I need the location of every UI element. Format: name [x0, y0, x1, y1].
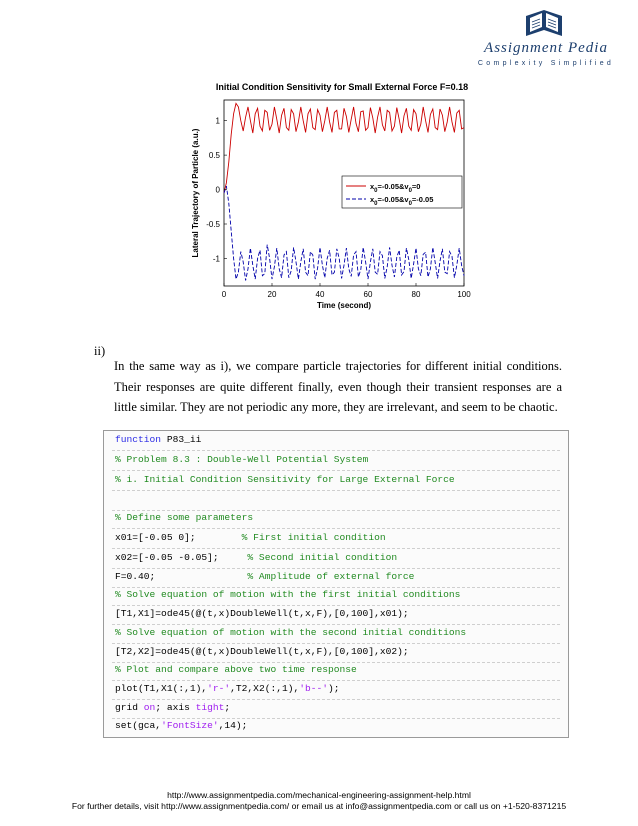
code-text: F=0.40; — [115, 571, 248, 582]
section-label: ii) — [94, 344, 106, 358]
code-text: [T2,X2]=ode45(@(t,x)DoubleWell(t,x,F),[0,100],x02); — [115, 646, 409, 657]
y-tick-label: 0.5 — [208, 151, 220, 161]
code-keyword: function — [115, 434, 162, 445]
code-string: 'r-' — [207, 683, 231, 694]
code-line — [115, 549, 397, 567]
chart-xlabel: Time (second) — [316, 301, 372, 310]
brand-tagline: Complexity Simplified — [477, 60, 615, 67]
code-comment: % Define some parameters — [115, 512, 254, 523]
code-text: x01=[-0.05 0]; — [115, 532, 242, 543]
code-text: grid — [115, 702, 144, 713]
y-tick-label: -0.5 — [206, 220, 220, 229]
code-text: [T1,X1]=ode45(@(t,x)DoubleWell(t,x,F),[0,100],x01); — [115, 608, 409, 619]
code-string: tight — [195, 702, 225, 713]
x-tick-label: 0 — [221, 290, 227, 299]
book-icon — [522, 10, 566, 40]
code-string: 'b--' — [299, 683, 329, 694]
code-comment: % First initial condition — [241, 532, 386, 543]
code-string: 'FontSize' — [161, 720, 219, 731]
trajectory-chart — [180, 78, 480, 318]
code-text: set(gca, — [115, 720, 162, 731]
code-line — [115, 717, 247, 735]
code-text: P83_ii — [161, 434, 202, 445]
x-tick-label: 20 — [267, 290, 277, 299]
y-tick-label: -1 — [212, 254, 220, 264]
x-tick-label: 80 — [411, 290, 421, 299]
code-text: plot(T1,X1(:,1), — [115, 683, 208, 694]
code-text: ,14); — [218, 720, 248, 731]
x-tick-label: 60 — [363, 290, 373, 299]
code-text: ; — [224, 702, 231, 713]
code-text: ,T2,X2(:,1), — [230, 683, 300, 694]
footer-link[interactable]: http://www.assignmentpedia.com/mechanical-engineering-assignment-help.html — [167, 790, 471, 800]
code-text: ; axis — [155, 702, 196, 713]
chart-ylabel: Lateral Trajectory of Particle (a.u.) — [191, 128, 200, 258]
code-comment: % Second initial condition — [247, 552, 398, 563]
code-comment: % Plot and compare above two time response — [115, 664, 357, 675]
brand-name: Assignment Pedia — [484, 40, 608, 56]
code-line — [115, 680, 340, 698]
x-tick-label: 40 — [315, 290, 325, 299]
brand-logo — [466, 10, 626, 72]
chart-title: Initial Condition Sensitivity for Small External Force F=0.18 — [215, 82, 469, 92]
code-comment: % Amplitude of external force — [247, 571, 415, 582]
code-line — [115, 568, 414, 586]
y-tick-label: 1 — [215, 116, 220, 126]
footer-contact: For further details, visit http://www.assignmentpedia.com/ or email us at info@assignmentpedia.com or call us on +1-520-8371215 — [71, 801, 567, 811]
code-text: x02=[-0.05 -0.05]; — [115, 552, 248, 563]
code-comment: % Solve equation of motion with the second initial conditions — [115, 627, 467, 638]
y-tick-label: 0 — [215, 185, 220, 195]
code-comment: % Problem 8.3 : Double-Well Potential System — [115, 454, 369, 465]
code-line — [115, 699, 230, 717]
legend-entry: $x_0=-0.05\&v_0=-0.05$ — [370, 195, 434, 207]
code-string: on — [143, 702, 156, 713]
code-comment: % Solve equation of motion with the first initial conditions — [115, 589, 461, 600]
code-comment: % i. Initial Condition Sensitivity for Large External Force — [115, 474, 455, 485]
code-line — [115, 529, 386, 547]
code-listing — [103, 430, 569, 738]
x-tick-label: 100 — [457, 290, 471, 299]
code-line — [115, 431, 201, 449]
section-paragraph: In the same way as i), we compare particle trajectories for different initial conditions. Their responses are quite different finally, even though their transient responses are a little similar. They are not periodic any more, they are irrelevant, and seem to be chaotic. — [114, 359, 562, 414]
legend-entry: $x_0=-0.05\&v_0=0$ — [370, 182, 421, 194]
code-text: ); — [328, 683, 340, 694]
